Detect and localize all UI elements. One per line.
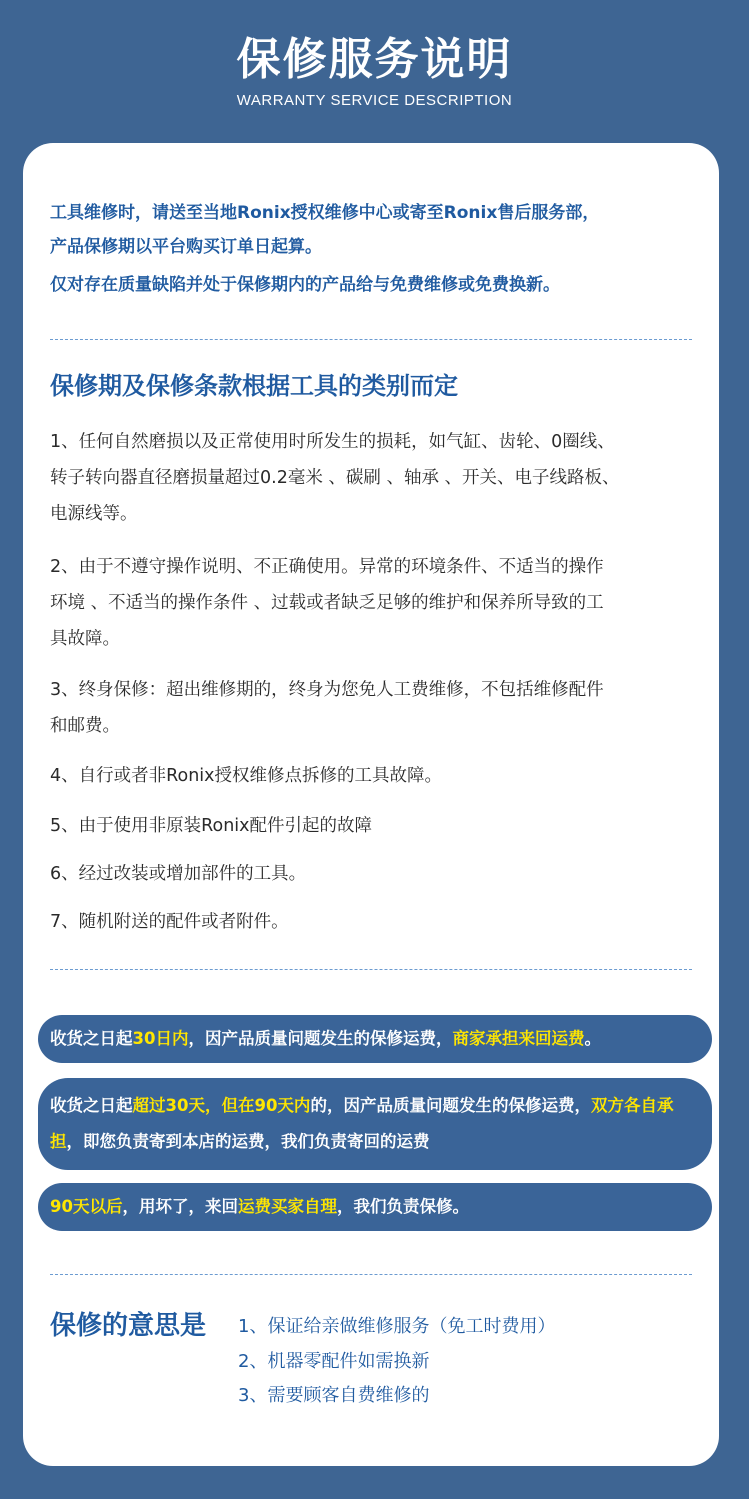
rule-item-5 xyxy=(50,808,372,844)
intro-line-2: 产品保修期以平台购买订单日起算。 xyxy=(50,237,322,257)
shipping-policy-30-days xyxy=(38,1015,712,1063)
rule-2-line-1: 2、由于不遵守操作说明、不正确使用。异常的环境条件、不适当的操作 xyxy=(50,557,604,577)
p3-text-b: ，我们负责保修。 xyxy=(336,1197,469,1216)
rule-2-line-2: 环境 、不适当的操作条件 、过载或者缺乏足够的维护和保养所导致的工 xyxy=(50,593,604,613)
rule-item-2 xyxy=(50,549,604,657)
rule-item-1 xyxy=(50,424,620,532)
page-title: 保修服务说明 xyxy=(236,34,513,85)
p1-text-b: ，因产品质量问题发生的保修运费， xyxy=(188,1029,453,1048)
content-card xyxy=(23,143,719,1466)
p2-text-c: ，即您负责寄到本店的运费，我们负责寄回的运费 xyxy=(66,1132,430,1151)
intro-line-1: 工具维修时，请送至当地Ronix授权维修中心或寄至Ronix售后服务部， xyxy=(50,203,600,223)
rule-1-line-2: 转子转向器直径磨损量超过0.2毫米 、碳刷 、轴承 、开关、电子线路板、 xyxy=(50,468,620,488)
rule-item-6 xyxy=(50,856,306,892)
p2-highlight-b: 双方各自承担 xyxy=(50,1096,674,1151)
p2-text-b: 的，因产品质量问题发生的保修运费， xyxy=(310,1096,591,1115)
p3-text-a: ，用坏了，来回 xyxy=(122,1197,238,1216)
meaning-item-2: 2、机器零配件如需换新 xyxy=(238,1350,430,1372)
rule-1-line-3: 电源线等。 xyxy=(50,504,138,524)
meaning-item-1: 1、保证给亲做维修服务（免工时费用） xyxy=(238,1316,556,1337)
rule-6-line-1: 6、经过改装或增加部件的工具。 xyxy=(50,864,307,884)
p1-text-a: 收货之日起 xyxy=(50,1029,133,1048)
rule-item-3 xyxy=(50,672,604,744)
divider-3 xyxy=(50,1274,692,1275)
p3-highlight-a: 90天以后 xyxy=(50,1197,123,1216)
rule-1-line-1: 1、任何自然磨损以及正常使用时所发生的损耗，如气缸、齿轮、0圈线、 xyxy=(50,432,615,452)
p1-highlight-a: 30日内 xyxy=(132,1029,189,1048)
divider-2 xyxy=(50,969,692,970)
rule-item-4 xyxy=(50,758,442,794)
meaning-list xyxy=(238,1310,555,1414)
rule-2-line-3: 具故障。 xyxy=(50,629,120,649)
rule-3-line-2: 和邮费。 xyxy=(50,716,120,736)
meaning-title: 保修的意思是 xyxy=(50,1311,207,1341)
meaning-item-3: 3、需要顾客自费维修的 xyxy=(238,1385,430,1406)
shipping-policy-90-days xyxy=(38,1078,712,1170)
page-subtitle: WARRANTY SERVICE DESCRIPTION xyxy=(236,92,513,109)
rule-item-7 xyxy=(50,904,289,940)
p3-highlight-b: 运费买家自理 xyxy=(237,1197,337,1216)
p1-text-c: 。 xyxy=(584,1029,601,1048)
rule-5-line-1: 5、由于使用非原装Ronix配件引起的故障 xyxy=(50,816,373,836)
rule-7-line-1: 7、随机附送的配件或者附件。 xyxy=(50,912,289,932)
p1-highlight-b: 商家承担来回运费 xyxy=(452,1029,585,1048)
intro-block xyxy=(50,196,710,302)
divider-1 xyxy=(50,339,692,340)
intro-line-3: 仅对存在质量缺陷并处于保修期内的产品给与免费维修或免费换新。 xyxy=(50,275,560,295)
shipping-policy-after-90-days xyxy=(38,1183,712,1231)
rule-4-line-1: 4、自行或者非Ronix授权维修点拆修的工具故障。 xyxy=(50,766,443,786)
p2-highlight-a: 超过30天，但在90天内 xyxy=(132,1096,311,1115)
p2-text-a: 收货之日起 xyxy=(50,1096,133,1115)
rule-3-line-1: 3、终身保修：超出维修期的，终身为您免人工费维修，不包括维修配件 xyxy=(50,680,604,700)
section-title: 保修期及保修条款根据工具的类别而定 xyxy=(50,372,458,400)
